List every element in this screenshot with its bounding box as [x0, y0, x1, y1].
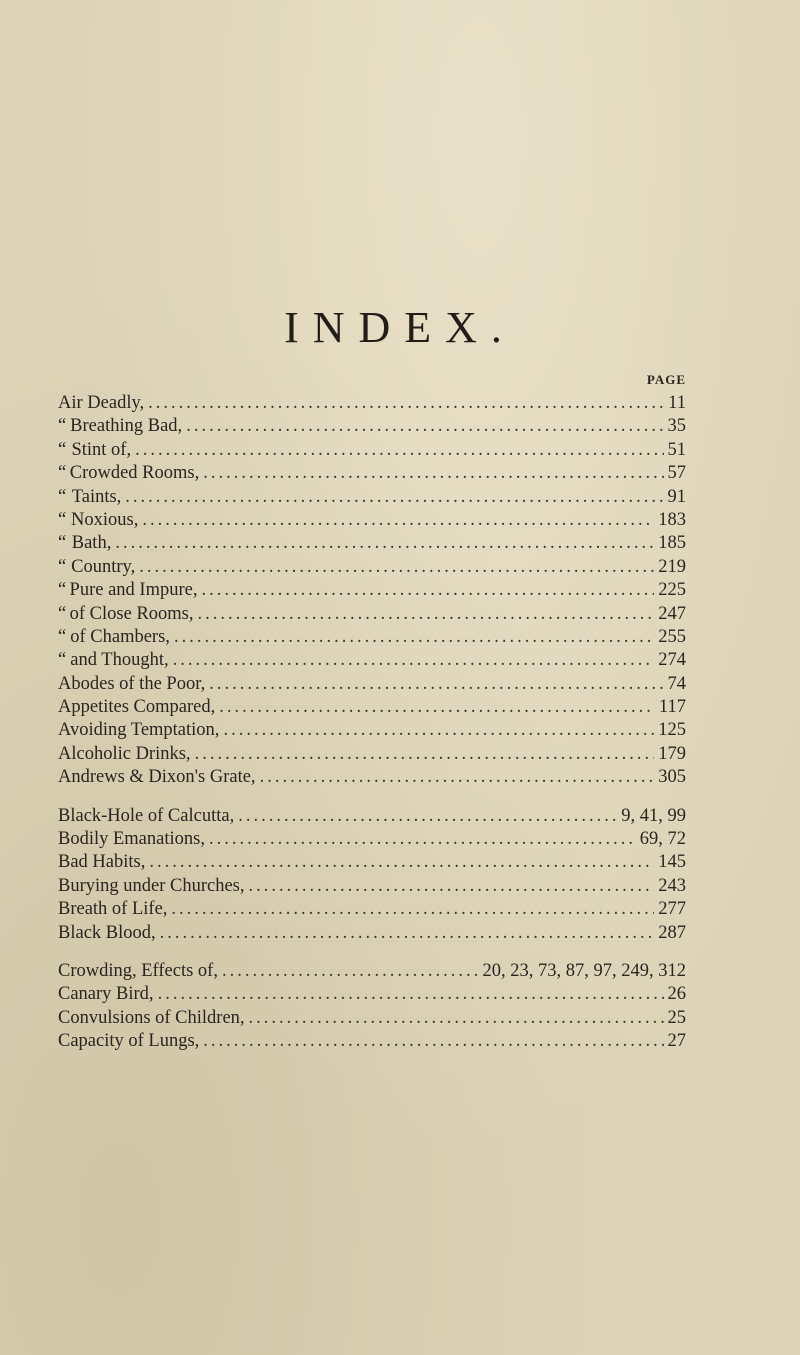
entry-label: Bath,	[71, 533, 112, 554]
dot-leader	[201, 579, 654, 602]
dot-leader	[171, 898, 654, 921]
index-entry	[58, 556, 686, 579]
entry-label: of Close Rooms,	[69, 603, 194, 624]
dot-leader	[260, 766, 655, 789]
ditto-mark: “	[58, 556, 67, 577]
index-entry	[58, 392, 686, 415]
ditto-mark: “	[58, 486, 67, 507]
index-entry	[58, 509, 686, 532]
entry-label: Avoiding Temptation,	[58, 720, 220, 741]
index-entry	[58, 579, 686, 602]
entry-label: Convulsions of Children,	[58, 1007, 245, 1028]
entry-label: Crowded Rooms,	[69, 463, 200, 484]
entry-label: Burying under Churches,	[58, 875, 245, 896]
entry-label: Alcoholic Drinks,	[58, 743, 191, 764]
entry-pages: 11	[668, 393, 686, 413]
index-entry	[58, 673, 686, 696]
dot-leader	[158, 983, 664, 1006]
page-column-header: PAGE	[646, 372, 686, 387]
dot-leader	[209, 673, 663, 696]
dot-leader	[139, 556, 654, 579]
entry-pages: 27	[667, 1031, 686, 1052]
entry-label: Black-Hole of Calcutta,	[58, 805, 235, 826]
entry-pages: 255	[658, 626, 686, 647]
entry-pages: 145	[658, 852, 686, 873]
entry-pages: 219	[658, 556, 686, 577]
index-entry	[58, 1030, 686, 1053]
dot-leader	[174, 626, 654, 649]
entry-pages: 287	[658, 922, 686, 943]
entry-pages: 183	[658, 509, 686, 530]
dot-leader	[160, 922, 655, 945]
index-entry	[58, 1007, 686, 1030]
index-entry	[58, 766, 686, 789]
index-entry	[58, 696, 686, 719]
group-gap	[58, 945, 686, 960]
entry-pages: 35	[667, 416, 686, 437]
entry-pages: 57	[667, 463, 686, 484]
index-entry	[58, 851, 686, 874]
group-gap	[58, 790, 686, 805]
dot-leader	[125, 486, 663, 509]
dot-leader	[135, 439, 663, 462]
entry-label: Appetites Compared,	[58, 697, 216, 718]
ditto-mark: “	[58, 533, 67, 554]
entry-label: Stint of,	[71, 439, 132, 460]
index-entry	[58, 532, 686, 555]
entry-label: Capacity of Lungs,	[58, 1031, 200, 1052]
entry-label: Taints,	[71, 486, 122, 507]
index-entry	[58, 462, 686, 485]
dot-leader	[195, 743, 655, 766]
entry-pages: 125	[658, 720, 686, 741]
entry-label: Crowding, Effects of,	[58, 960, 218, 981]
dot-leader	[249, 875, 655, 898]
index-entry	[58, 649, 686, 672]
entry-pages: 179	[658, 743, 686, 764]
dot-leader	[198, 603, 655, 626]
index-entry	[58, 898, 686, 921]
index-entries	[58, 392, 686, 1054]
dot-leader	[219, 696, 655, 719]
entry-label: Bodily Emanations,	[58, 829, 205, 850]
dot-leader	[238, 805, 617, 828]
entry-pages: 225	[658, 580, 686, 601]
entry-pages: 247	[658, 603, 686, 624]
index-entry	[58, 805, 686, 828]
index-entry	[58, 922, 686, 945]
dot-leader	[142, 509, 654, 532]
entry-pages: 91	[667, 486, 686, 507]
dot-leader	[148, 392, 664, 415]
entry-pages: 243	[658, 875, 686, 896]
dot-leader	[209, 828, 636, 851]
entry-pages: 51	[667, 439, 686, 460]
entry-label: of Chambers,	[70, 626, 170, 647]
index-entry	[58, 828, 686, 851]
entry-label: Breath of Life,	[58, 899, 168, 920]
index-entry	[58, 439, 686, 462]
dot-leader	[203, 462, 663, 485]
dot-leader	[203, 1030, 663, 1053]
entry-pages: 69, 72	[639, 829, 686, 850]
entry-pages: 9, 41, 99	[621, 805, 686, 826]
index-entry	[58, 415, 686, 438]
dot-leader	[186, 415, 663, 438]
entry-label: Noxious,	[71, 509, 139, 530]
ditto-mark: “	[58, 626, 67, 647]
entry-pages: 305	[658, 767, 686, 788]
dot-leader	[115, 532, 654, 555]
index-entry	[58, 983, 686, 1006]
index-entry	[58, 486, 686, 509]
index-entry	[58, 960, 686, 983]
entry-pages: 185	[658, 533, 686, 554]
entry-label: Andrews & Dixon's Grate,	[58, 767, 256, 788]
entry-pages: 20, 23, 73, 87, 97, 249, 312	[482, 960, 686, 981]
entry-label: Pure and Impure,	[69, 580, 198, 601]
entry-pages: 74	[667, 673, 686, 694]
index-entry	[58, 603, 686, 626]
index-entry	[58, 719, 686, 742]
ditto-mark: “	[58, 439, 67, 460]
ditto-mark: “	[58, 463, 67, 484]
entry-pages: 117	[658, 697, 686, 718]
index-entry	[58, 626, 686, 649]
index-entry	[58, 875, 686, 898]
entry-label: Breathing Bad,	[70, 416, 183, 437]
entry-label: Country,	[71, 556, 136, 577]
entry-label: Air Deadly,	[58, 393, 145, 413]
entry-pages: 26	[667, 984, 686, 1005]
ditto-mark: “	[58, 509, 67, 530]
dot-leader	[249, 1007, 664, 1030]
index-entry	[58, 743, 686, 766]
dot-leader	[149, 851, 654, 874]
ditto-mark: “	[58, 650, 67, 671]
entry-label: and Thought,	[70, 650, 169, 671]
page-title: INDEX.	[284, 303, 516, 352]
entry-label: Bad Habits,	[58, 852, 146, 873]
ditto-mark: “	[58, 580, 67, 601]
ditto-mark: “	[58, 603, 67, 624]
dot-leader	[173, 649, 655, 672]
entry-label: Abodes of the Poor,	[58, 673, 206, 694]
entry-pages: 274	[658, 650, 686, 671]
dot-leader	[222, 960, 479, 983]
entry-label: Canary Bird,	[58, 984, 154, 1005]
dot-leader	[223, 719, 654, 742]
entry-pages: 277	[658, 899, 686, 920]
entry-label: Black Blood,	[58, 922, 156, 943]
ditto-mark: “	[58, 416, 67, 437]
entry-pages: 25	[667, 1007, 686, 1028]
